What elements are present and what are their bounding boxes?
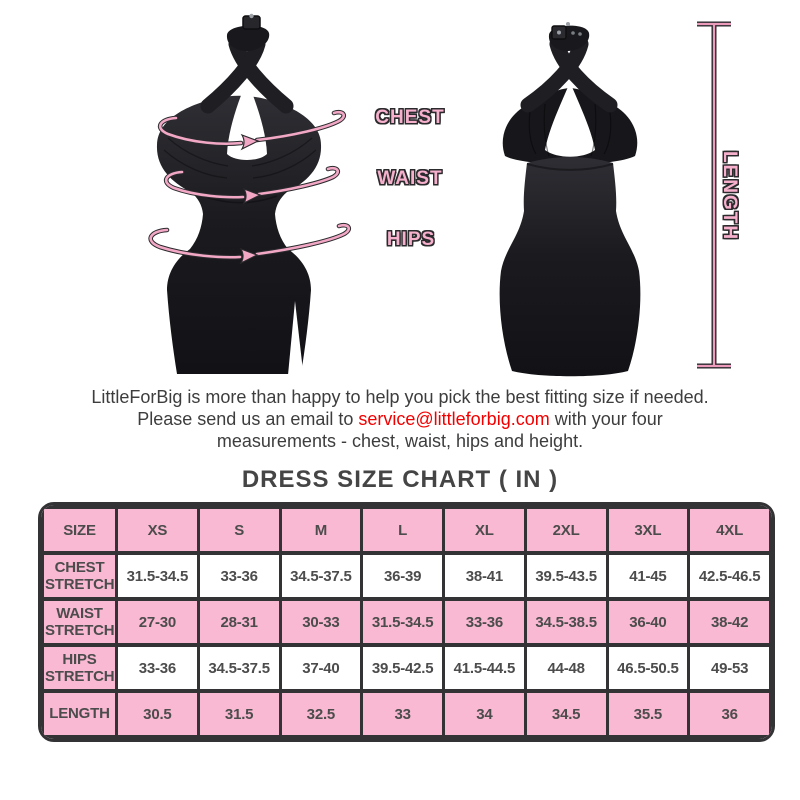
value-cell: 41-45 — [607, 553, 689, 599]
row-label-cell: HIPS STRETCH — [43, 645, 117, 691]
fit-note-line3: measurements - chest, waist, hips and height. — [216, 431, 584, 451]
value-cell: 37-40 — [280, 645, 362, 691]
value-cell: 33-36 — [198, 553, 280, 599]
value-cell: 30-33 — [280, 599, 362, 645]
value-cell: 33 — [362, 691, 444, 737]
size-chart-header-row — [43, 507, 771, 553]
header-cell: S — [198, 507, 280, 553]
value-cell: 38-41 — [444, 553, 526, 599]
value-cell: 34 — [444, 691, 526, 737]
hips-label: HIPS — [386, 229, 436, 250]
value-cell: 36-39 — [362, 553, 444, 599]
header-cell: 3XL — [607, 507, 689, 553]
support-email-link[interactable]: service@littleforbig.com — [358, 409, 550, 429]
row-label-cell: LENGTH — [43, 691, 117, 737]
value-cell: 27-30 — [117, 599, 199, 645]
fit-note-line2-after: with your four — [549, 409, 663, 429]
value-cell: 44-48 — [525, 645, 607, 691]
value-cell: 42.5-46.5 — [689, 553, 771, 599]
value-cell: 34.5 — [525, 691, 607, 737]
waist-stretch-row — [43, 599, 771, 645]
value-cell: 34.5-37.5 — [198, 645, 280, 691]
value-cell: 31.5 — [198, 691, 280, 737]
fit-note-line2-before: Please send us an email to — [137, 409, 359, 429]
back-dress-illustration — [500, 22, 641, 376]
header-cell: L — [362, 507, 444, 553]
chest-label: CHEST — [375, 107, 445, 128]
front-collar-buckle — [227, 14, 269, 51]
front-dress-illustration — [157, 14, 321, 375]
size-chart-table-wrap — [38, 502, 775, 742]
value-cell: 30.5 — [117, 691, 199, 737]
hips-stretch-row — [43, 645, 771, 691]
waist-label: WAIST — [377, 168, 443, 189]
header-cell: SIZE — [43, 507, 117, 553]
value-cell: 32.5 — [280, 691, 362, 737]
header-cell: M — [280, 507, 362, 553]
row-label-cell: WAIST STRETCH — [43, 599, 117, 645]
header-cell: 4XL — [689, 507, 771, 553]
header-cell: 2XL — [525, 507, 607, 553]
value-cell: 49-53 — [689, 645, 771, 691]
value-cell: 39.5-43.5 — [525, 553, 607, 599]
size-chart-title: DRESS SIZE CHART ( IN ) — [241, 466, 559, 493]
value-cell: 31.5-34.5 — [117, 553, 199, 599]
value-cell: 38-42 — [689, 599, 771, 645]
value-cell: 41.5-44.5 — [444, 645, 526, 691]
header-cell: XS — [117, 507, 199, 553]
length-label: LENGTH — [719, 150, 740, 242]
row-label-cell: CHEST STRETCH — [43, 553, 117, 599]
value-cell: 28-31 — [198, 599, 280, 645]
value-cell: 34.5-38.5 — [525, 599, 607, 645]
chest-stretch-row — [43, 553, 771, 599]
value-cell: 33-36 — [117, 645, 199, 691]
value-cell: 34.5-37.5 — [280, 553, 362, 599]
header-cell: XL — [444, 507, 526, 553]
value-cell: 46.5-50.5 — [607, 645, 689, 691]
value-cell: 36 — [689, 691, 771, 737]
value-cell: 39.5-42.5 — [362, 645, 444, 691]
value-cell: 31.5-34.5 — [362, 599, 444, 645]
fit-note — [0, 386, 800, 452]
value-cell: 33-36 — [444, 599, 526, 645]
fit-note-line1: LittleForBig is more than happy to help you pick the best fitting size if needed. — [91, 387, 709, 407]
size-chart-table — [41, 505, 772, 739]
value-cell: 35.5 — [607, 691, 689, 737]
length-row — [43, 691, 771, 737]
value-cell: 36-40 — [607, 599, 689, 645]
